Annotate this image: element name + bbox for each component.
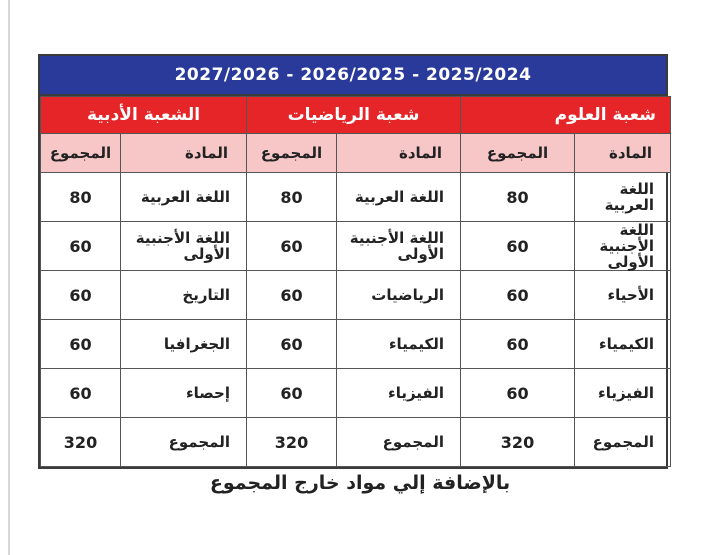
subject-cell: المجموع — [575, 418, 671, 467]
subject-cell: الفيزياء — [337, 369, 461, 418]
branch-math-title: شعبة الرياضيات — [247, 97, 461, 134]
total-row — [41, 418, 671, 467]
score-cell: 80 — [247, 173, 337, 222]
table-row — [41, 271, 671, 320]
score-cell: 60 — [247, 369, 337, 418]
subject-cell: اللغة العربية — [337, 173, 461, 222]
column-header-total: المجموع — [41, 134, 121, 173]
score-cell: 60 — [41, 271, 121, 320]
subject-cell: اللغة الأجنبية الأولى — [337, 222, 461, 271]
column-header-subject: المادة — [121, 134, 247, 173]
footer-note: بالإضافة إلي مواد خارج المجموع — [209, 472, 511, 494]
subject-cell: الأحياء — [575, 271, 671, 320]
subject-cell: المجموع — [337, 418, 461, 467]
table-row — [41, 320, 671, 369]
column-header-row — [41, 134, 671, 173]
table-row — [41, 369, 671, 418]
branch-header-row — [41, 97, 671, 134]
subject-cell: التاريخ — [121, 271, 247, 320]
subject-cell: اللغة العربية — [575, 173, 671, 222]
score-cell: 60 — [41, 369, 121, 418]
score-table — [40, 96, 671, 467]
subject-cell: الرياضيات — [337, 271, 461, 320]
subject-cell: المجموع — [121, 418, 247, 467]
score-table-card — [38, 54, 668, 469]
subject-cell: الفيزياء — [575, 369, 671, 418]
score-cell: 320 — [41, 418, 121, 467]
table-row — [41, 173, 671, 222]
column-header-total: المجموع — [247, 134, 337, 173]
score-cell: 60 — [461, 222, 575, 271]
subject-cell: إحصاء — [121, 369, 247, 418]
score-cell: 60 — [461, 271, 575, 320]
score-cell: 60 — [41, 320, 121, 369]
branch-science-title: شعبة العلوم — [461, 97, 671, 134]
title-bar — [40, 56, 666, 96]
column-header-subject: المادة — [337, 134, 461, 173]
years-title: 2027/2026 - 2026/2025 - 2025/2024 — [174, 65, 532, 85]
score-cell: 60 — [461, 369, 575, 418]
score-cell: 80 — [461, 173, 575, 222]
score-cell: 60 — [247, 271, 337, 320]
score-cell: 60 — [247, 222, 337, 271]
score-cell: 80 — [41, 173, 121, 222]
subject-cell: الكيمياء — [337, 320, 461, 369]
subject-cell: اللغة الأجنبية الأولى — [575, 222, 671, 271]
subject-cell: اللغة العربية — [121, 173, 247, 222]
branch-literary-title: الشعبة الأدبية — [41, 97, 247, 134]
score-cell: 320 — [461, 418, 575, 467]
subject-cell: اللغة الأجنبية الأولى — [121, 222, 247, 271]
subject-cell: الجغرافيا — [121, 320, 247, 369]
column-header-total: المجموع — [461, 134, 575, 173]
score-cell: 60 — [461, 320, 575, 369]
score-cell: 60 — [247, 320, 337, 369]
score-cell: 60 — [41, 222, 121, 271]
table-row — [41, 222, 671, 271]
subject-cell: الكيمياء — [575, 320, 671, 369]
score-cell: 320 — [247, 418, 337, 467]
column-header-subject: المادة — [575, 134, 671, 173]
